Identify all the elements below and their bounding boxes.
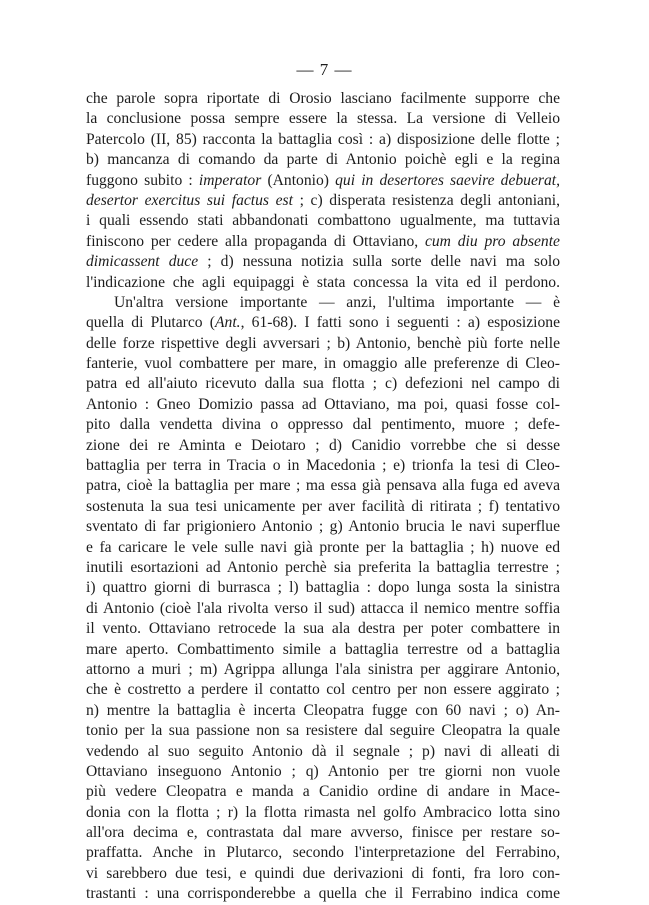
text-segment: donia con la flotta ; r) la flotta rimasta nel golfo Ambracico lotta sino: [86, 803, 560, 821]
text-line: [86, 109, 560, 129]
text-line: [86, 762, 560, 782]
text-line: [86, 660, 560, 680]
text-segment: Patercolo (II, 85) racconta la battaglia così : a) disposizione delle flotte ;: [86, 130, 560, 148]
text-line: [86, 742, 560, 762]
text-segment: (Antonio): [261, 171, 336, 189]
text-segment: all'ora decima e, contrastata dal mare avverso, finisce per restare so-: [86, 824, 560, 842]
text-segment: fuggono subito :: [86, 171, 199, 189]
text-segment: ; d) nessuna notizia sulla sorte delle navi ma solo: [198, 253, 560, 271]
text-line: [86, 476, 560, 496]
text-line: [86, 578, 560, 598]
text-line: [86, 191, 560, 211]
text-line: [86, 395, 560, 415]
text-segment: , 61-68). I fatti sono i seguenti : a) esposizione: [240, 314, 560, 332]
text-segment: che parole sopra riportate di Orosio lasciano facilmente supporre che: [86, 90, 560, 107]
text-segment: Ottaviano inseguono Antonio ; q) Antonio per tre giorni non vuole: [86, 762, 560, 780]
text-line: [86, 558, 560, 578]
italic-latin-quote: dimicassent duce: [86, 253, 199, 271]
body-text: [86, 89, 560, 905]
text-segment: quella di Plutarco (: [86, 314, 215, 332]
text-segment: finiscono per cedere alla propaganda di Ottaviano,: [86, 232, 425, 250]
text-line: [86, 599, 560, 619]
text-line: [86, 884, 560, 904]
text-segment: vi sarebbero due tesi, e quindi due derivazioni di fonti, fra loro con-: [86, 864, 560, 882]
text-line: [86, 701, 560, 721]
text-segment: e fa caricare le vele sulle navi già pronte per la battaglia ; h) nuove ed: [86, 538, 560, 556]
text-segment: trastanti : una corrisponderebbe a quella che il Ferrabino indica come: [86, 885, 560, 903]
text-line: [86, 538, 560, 558]
text-line: [86, 171, 560, 191]
italic-latin-quote: Ant.: [215, 314, 241, 332]
text-segment: delle forze rispettive degli avversari ; b) Antonio, benchè più forte nelle: [86, 334, 560, 352]
text-segment: ; c) disperata resistenza degli antoniani,: [292, 191, 560, 209]
text-segment: b) mancanza di comando da parte di Antonio poichè egli e la regina: [86, 151, 560, 169]
text-line: [86, 864, 560, 884]
text-segment: vedendo al suo seguito Antonio dà il segnale ; p) navi di alleati di: [86, 742, 560, 760]
text-line: [86, 89, 560, 109]
text-segment: che è costretto a perdere il contatto col centro per non essere aggirato ;: [86, 681, 560, 699]
text-line: [86, 843, 560, 863]
text-line: [86, 313, 560, 333]
text-line: [86, 211, 560, 231]
text-line: [86, 334, 560, 354]
text-segment: i quali essendo stati abbandonati combattono ugualmente, ma tuttavia: [86, 212, 560, 230]
text-segment: fanterie, vuol combattere per mare, in omaggio alle preferenze di Cleo-: [86, 355, 560, 373]
text-line: [86, 436, 560, 456]
text-line: [86, 782, 560, 802]
text-segment: i) quattro giorni di burrasca ; l) battaglia : dopo lunga sosta la sinistra: [86, 579, 560, 597]
text-segment: l'indicazione che agli equipaggi è stata concessa la vita ed il perdono.: [86, 273, 560, 291]
text-line: [86, 273, 560, 293]
text-line: [86, 354, 560, 374]
page-number: — 7 —: [296, 60, 353, 79]
text-segment: sventato di far prigioniero Antonio ; g) Antonio brucia le navi superflue: [86, 518, 560, 536]
text-line: [86, 374, 560, 394]
text-line: [86, 721, 560, 741]
text-line: [86, 680, 560, 700]
text-segment: Antonio : Gneo Domizio passa ad Ottaviano, ma poi, quasi fosse col-: [86, 395, 560, 413]
italic-latin-quote: qui in desertores saevire debuerat,: [335, 171, 560, 189]
text-line: [86, 619, 560, 639]
text-segment: patra ed all'aiuto ricevuto dalla sua flotta ; c) defezioni nel campo di: [86, 375, 560, 393]
text-segment: zione dei re Aminta e Deiotaro ; d) Canidio vorrebbe che si desse: [86, 436, 560, 454]
text-line: [86, 497, 560, 517]
text-line: [86, 293, 560, 313]
italic-latin-quote: imperator: [198, 171, 262, 189]
text-line: [86, 232, 560, 252]
text-segment: mare aperto. Combattimento simile a battaglia terrestre od a battaglia: [86, 640, 560, 658]
text-segment: sostenuta la sua tesi unicamente per aver facilità di ritirata ; f) tentativo: [86, 497, 560, 515]
text-segment: più vedere Cleopatra e manda a Canidio ordine di andare in Mace-: [86, 783, 560, 801]
text-segment: la conclusione possa sempre essere la stessa. La versione di Velleio: [86, 110, 560, 128]
text-line: [86, 415, 560, 435]
text-line: [86, 517, 560, 537]
text-segment: di Antonio (cioè l'ala rivolta verso il sud) attacca il nemico mentre soffia: [86, 599, 560, 617]
text-segment: inutili esortazioni ad Antonio perchè sia preferita la battaglia terrestre ;: [86, 558, 560, 576]
text-line: [86, 640, 560, 660]
text-segment: pito dalla vendetta divina o oppresso dal pentimento, muore ; defe-: [86, 416, 560, 434]
text-segment: attorno a muri ; m) Agrippa allunga l'ala sinistra per aggirare Antonio,: [86, 660, 560, 678]
text-line: [86, 803, 560, 823]
text-segment: n) mentre la battaglia è incerta Cleopatra fugge con 60 navi ; o) An-: [86, 701, 560, 719]
text-line: [86, 823, 560, 843]
text-line: [86, 130, 560, 150]
text-line: [86, 252, 560, 272]
text-segment: tonio per la sua passione non sa resistere dal seguire Cleopatra la quale: [86, 722, 560, 740]
text-segment: il vento. Ottaviano retrocede la sua ala destra per poter combattere in: [86, 620, 560, 638]
text-segment: battaglia per terra in Tracia o in Macedonia ; e) trionfa la tesi di Cleo-: [86, 457, 560, 475]
text-line: [86, 456, 560, 476]
italic-latin-quote: desertor exercitus sui factus est: [86, 191, 293, 209]
text-segment: patra, cioè la battaglia per mare ; ma essa già pensava alla fuga ed aveva: [86, 477, 560, 495]
text-segment: praffatta. Anche in Plutarco, secondo l'interpretazione del Ferrabino,: [86, 844, 560, 862]
italic-latin-quote: cum diu pro absente: [424, 232, 560, 250]
text-line: [86, 150, 560, 170]
text-segment: Un'altra versione importante — anzi, l'ultima importante — è: [114, 293, 560, 311]
